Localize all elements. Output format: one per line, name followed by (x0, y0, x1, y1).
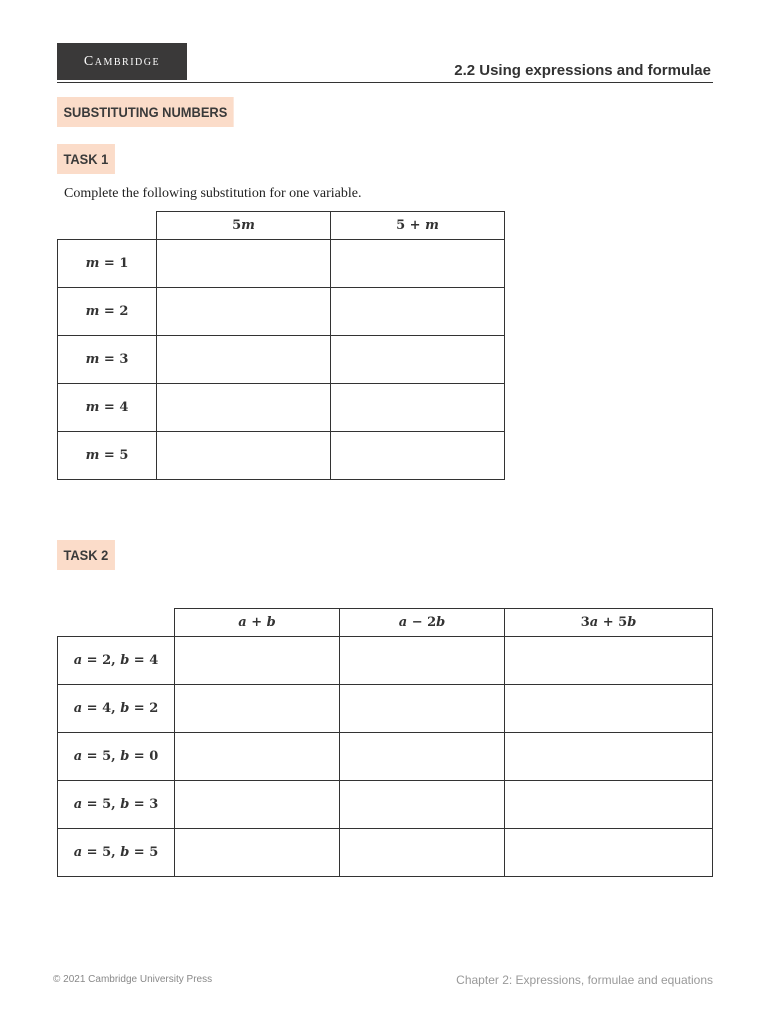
task1-answer-cell[interactable] (157, 384, 331, 432)
task1-corner-cell (58, 212, 157, 240)
task2-answer-cell[interactable] (505, 829, 713, 877)
task2-row (58, 781, 713, 829)
task1-answer-cell[interactable] (331, 384, 505, 432)
task1-table (57, 211, 505, 480)
task1-answer-cell[interactable] (157, 288, 331, 336)
task2-answer-cell[interactable] (175, 637, 340, 685)
task2-row-label: a = 5, b = 0 (58, 733, 175, 781)
footer-chapter: Chapter 2: Expressions, formulae and equations (456, 973, 713, 987)
task1-answer-cell[interactable] (157, 240, 331, 288)
task1-header-row (58, 212, 505, 240)
task1-column-header: 5m (157, 212, 331, 240)
task2-answer-cell[interactable] (175, 685, 340, 733)
task2-answer-cell[interactable] (175, 781, 340, 829)
task2-column-header: 3a + 5b (505, 609, 713, 637)
task1-answer-cell[interactable] (331, 240, 505, 288)
task2-answer-cell[interactable] (505, 637, 713, 685)
section-title: 2.2 Using expressions and formulae (454, 62, 711, 79)
task2-column-header: a − 2b (340, 609, 505, 637)
task1-answer-cell[interactable] (157, 336, 331, 384)
task2-row-label: a = 5, b = 5 (58, 829, 175, 877)
task1-row-label: m = 1 (58, 240, 157, 288)
task2-answer-cell[interactable] (505, 685, 713, 733)
task1-column-header: 5 + m (331, 212, 505, 240)
footer-copyright: © 2021 Cambridge University Press (53, 974, 213, 985)
task1-instruction: Complete the following substitution for one variable. (64, 186, 362, 201)
task2-row-label: a = 5, b = 3 (58, 781, 175, 829)
task1-row (58, 288, 505, 336)
task1-label: TASK 1 (57, 144, 115, 174)
heading-substituting-numbers: SUBSTITUTING NUMBERS (57, 97, 234, 127)
task2-table (57, 608, 713, 877)
task1-row (58, 384, 505, 432)
task2-header-row (58, 609, 713, 637)
task2-column-header: a + b (175, 609, 340, 637)
task2-answer-cell[interactable] (340, 733, 505, 781)
cambridge-logo: Cambridge (57, 43, 187, 80)
header-divider (57, 82, 713, 83)
task1-row-label: m = 2 (58, 288, 157, 336)
task1-answer-cell[interactable] (331, 288, 505, 336)
task2-answer-cell[interactable] (340, 781, 505, 829)
task2-row (58, 637, 713, 685)
task1-answer-cell[interactable] (157, 432, 331, 480)
task2-answer-cell[interactable] (340, 637, 505, 685)
task2-answer-cell[interactable] (505, 781, 713, 829)
task2-answer-cell[interactable] (340, 829, 505, 877)
task2-corner-cell (58, 609, 175, 637)
task1-row-label: m = 3 (58, 336, 157, 384)
task2-row-label: a = 4, b = 2 (58, 685, 175, 733)
task1-answer-cell[interactable] (331, 432, 505, 480)
task2-answer-cell[interactable] (175, 733, 340, 781)
task2-answer-cell[interactable] (505, 733, 713, 781)
task1-row (58, 240, 505, 288)
task2-answer-cell[interactable] (340, 685, 505, 733)
task1-row (58, 432, 505, 480)
task1-answer-cell[interactable] (331, 336, 505, 384)
task2-row-label: a = 2, b = 4 (58, 637, 175, 685)
task1-row-label: m = 5 (58, 432, 157, 480)
task2-label: TASK 2 (57, 540, 115, 570)
task2-row (58, 829, 713, 877)
task2-row (58, 733, 713, 781)
task1-row (58, 336, 505, 384)
task1-row-label: m = 4 (58, 384, 157, 432)
task2-answer-cell[interactable] (175, 829, 340, 877)
task2-row (58, 685, 713, 733)
